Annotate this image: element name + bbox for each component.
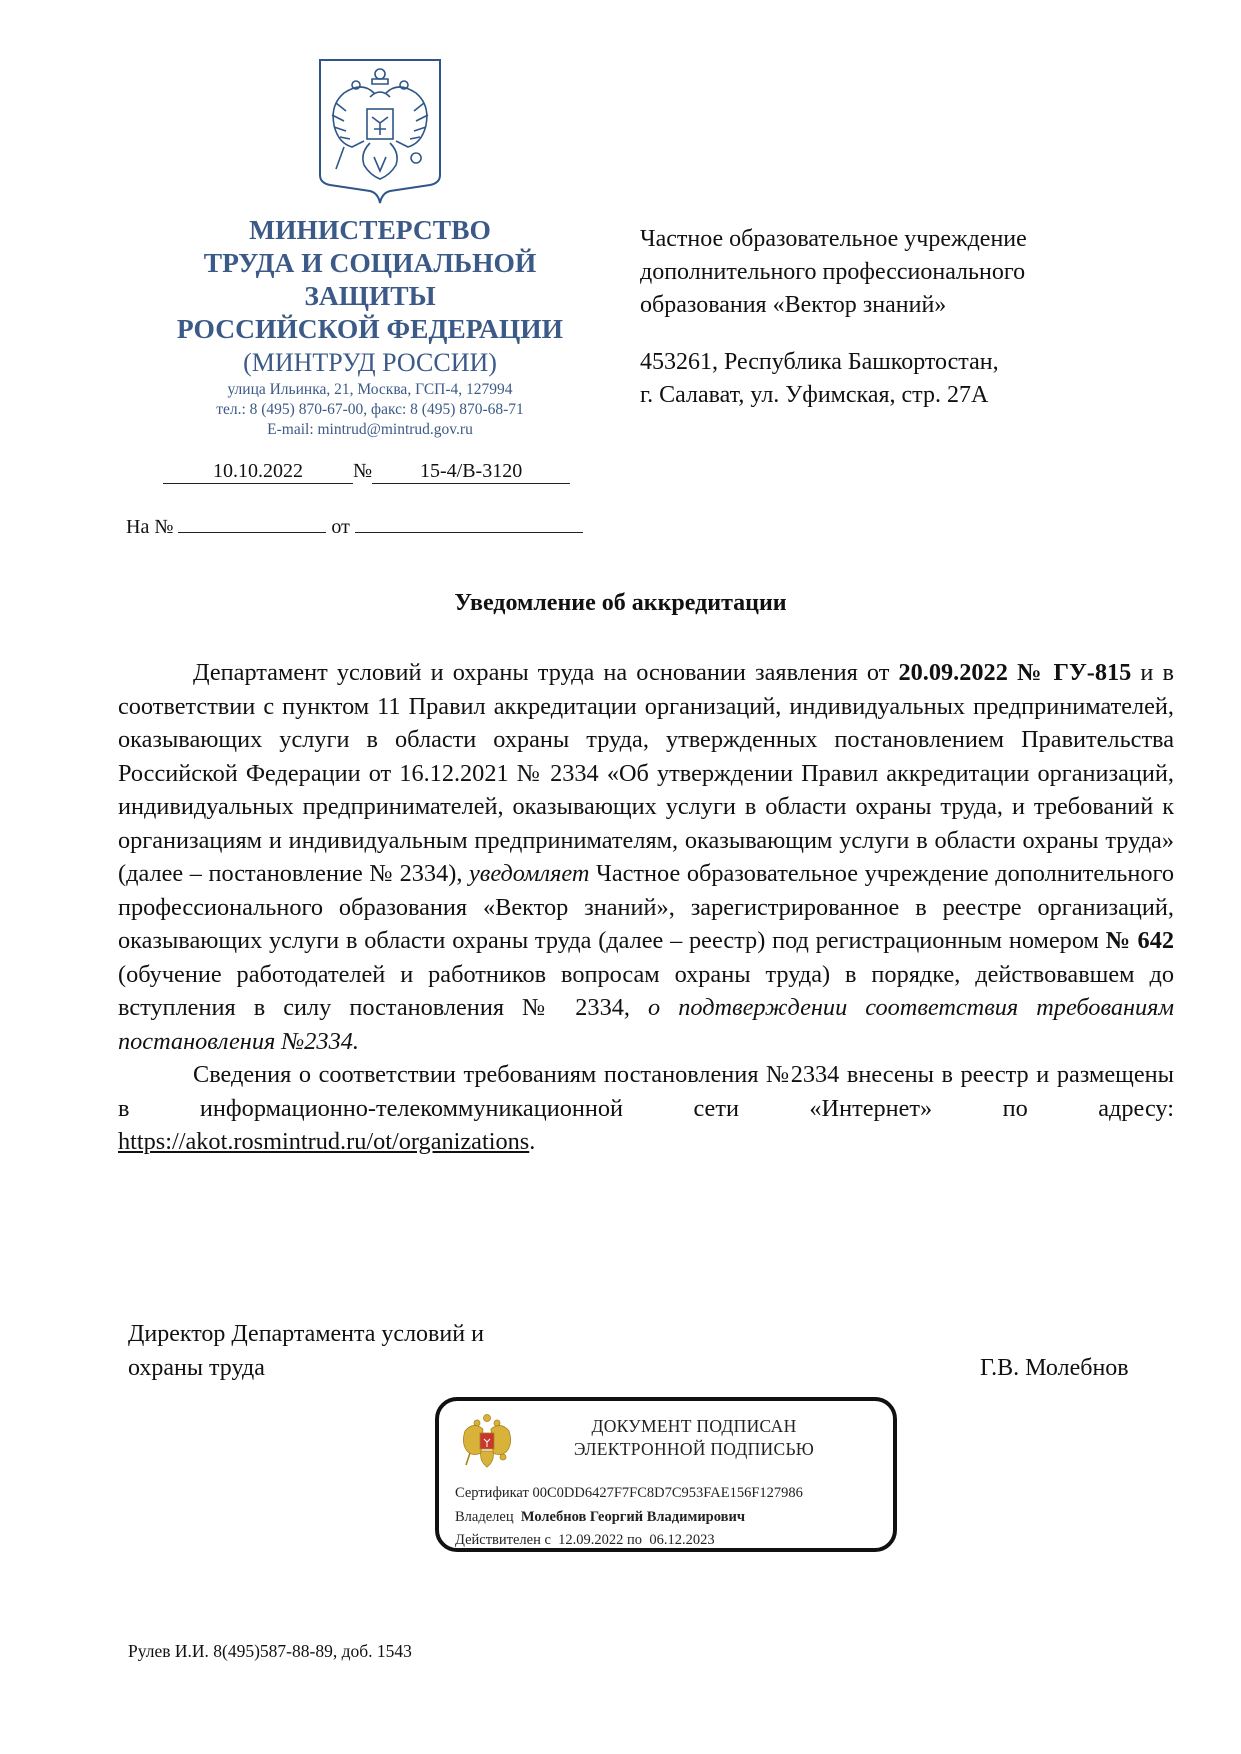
addressee-org-line: Частное образовательное учреждение xyxy=(640,226,1027,252)
reply-from-date-blank xyxy=(355,514,583,533)
valid-to-label: по xyxy=(627,1532,643,1548)
ministry-name xyxy=(140,213,600,345)
registration-line xyxy=(163,459,570,484)
paragraph-registry-info xyxy=(118,1058,1174,1159)
ministry-short-name: (МИНТРУД РОССИИ) xyxy=(243,348,497,377)
e-signature-heading-line: ЭЛЕКТРОННОЙ ПОДПИСЬЮ xyxy=(573,1439,815,1459)
emphasis-notifies: уведомляет xyxy=(469,860,590,887)
valid-from-label: Действителен с xyxy=(455,1532,551,1548)
owner-row xyxy=(455,1509,745,1526)
signer-position xyxy=(128,1317,484,1385)
reply-to-label: На № xyxy=(126,516,174,538)
certificate-label: Сертификат xyxy=(455,1485,529,1501)
ministry-name-line: ЗАЩИТЫ xyxy=(304,280,436,311)
ministry-contacts xyxy=(140,380,600,440)
ministry-email: E-mail: mintrud@mintrud.gov.ru xyxy=(267,421,473,438)
e-signature-heading-line: ДОКУМЕНТ ПОДПИСАН xyxy=(591,1416,797,1436)
valid-to-date: 06.12.2023 xyxy=(649,1532,715,1548)
text-run: . xyxy=(529,1128,536,1155)
signer-position-line: охраны труда xyxy=(128,1355,265,1381)
addressee-address-line: 453261, Республика Башкортостан, xyxy=(640,349,999,375)
signer-position-line: Директор Департамента условий и xyxy=(128,1321,484,1347)
paragraph-notification xyxy=(118,656,1174,1058)
ministry-phones: тел.: 8 (495) 870-67-00, факс: 8 (495) 870-68-71 xyxy=(216,401,524,418)
signer-name: Г.В. Молебнов xyxy=(980,1355,1129,1381)
text-run: Частное образовательное учреждение дополнительного профессионального образования «Вектор знаний», зарегистрированное в реестре организаций, оказывающих услуги в области охраны труда (далее – реестр) под регистрационным номером xyxy=(118,860,1174,954)
owner-label: Владелец xyxy=(455,1509,514,1525)
registration-number-label: № xyxy=(353,460,373,482)
ministry-address: улица Ильинка, 21, Москва, ГСП-4, 127994 xyxy=(227,381,513,398)
reply-reference-line xyxy=(126,514,583,539)
emphasis-confirmation: о подтверждении соответствия требованиям постановления №2334. xyxy=(118,994,1174,1055)
validity-row xyxy=(455,1532,715,1549)
document-body xyxy=(118,656,1174,1159)
ministry-name-line: МИНИСТЕРСТВО xyxy=(249,214,491,245)
text-run: (обучение работодателей и работников вопросам охраны труда) в порядке, действовавшем до вступления в силу постановления № 2334, xyxy=(118,960,1174,1021)
text-run: Сведения о соответствии требованиям постановления №2334 внесены в реестр и размещены в информационно-телекоммуникационной сети «Интернет» по адресу: xyxy=(118,1061,1174,1122)
ministry-name-line: РОССИЙСКОЙ ФЕДЕРАЦИИ xyxy=(176,313,564,344)
reply-to-number-blank xyxy=(178,514,326,533)
addressee-org-line: дополнительного профессионального xyxy=(640,259,1026,285)
reply-from-label: от xyxy=(331,516,350,538)
e-signature-heading xyxy=(529,1415,859,1461)
registration-number: 15-4/В-3120 xyxy=(372,459,570,484)
application-reference: 20.09.2022 № ГУ-815 xyxy=(898,659,1132,686)
russian-coat-of-arms-color-icon xyxy=(461,1413,513,1471)
document-title: Уведомление об аккредитации xyxy=(454,590,787,616)
registry-link[interactable]: https://akot.rosmintrud.ru/ot/organizations xyxy=(118,1128,530,1155)
owner-name: Молебнов Георгий Владимирович xyxy=(520,1509,745,1525)
certificate-row xyxy=(455,1485,803,1502)
text-run: и в соответствии с пунктом 11 Правил аккредитации организаций, индивидуальных предпринимателей, оказывающих услуги в области охраны труда, утвержденных постановлением Правительства Российской Федерации от 16.12.2021 № 2334 «Об утверждении Правил аккредитации организаций, индивидуальных предпринимателей, оказывающих услуги в области охраны труда, и требований к организациям и индивидуальным предпринимателям, оказывающим услуги в области охраны труда» (далее – постановление № 2334), xyxy=(118,659,1175,887)
addressee-org-line: образования «Вектор знаний» xyxy=(640,292,947,318)
registry-number: № 642 xyxy=(1105,927,1174,954)
registration-date: 10.10.2022 xyxy=(163,459,353,484)
russian-coat-of-arms-icon xyxy=(314,57,446,207)
executor-contact: Рулев И.И. 8(495)587-88-89, доб. 1543 xyxy=(128,1641,412,1661)
addressee-address-line: г. Салават, ул. Уфимская, стр. 27А xyxy=(640,382,989,408)
ministry-name-line: ТРУДА И СОЦИАЛЬНОЙ xyxy=(203,247,537,278)
valid-from-date: 12.09.2022 xyxy=(558,1532,624,1548)
addressee xyxy=(640,223,1160,412)
e-signature-stamp xyxy=(435,1397,897,1552)
text-run: Департамент условий и охраны труда на основании заявления от xyxy=(193,659,899,686)
certificate-serial: 00C0DD6427F7FC8D7C953FAE156F127986 xyxy=(532,1485,803,1501)
